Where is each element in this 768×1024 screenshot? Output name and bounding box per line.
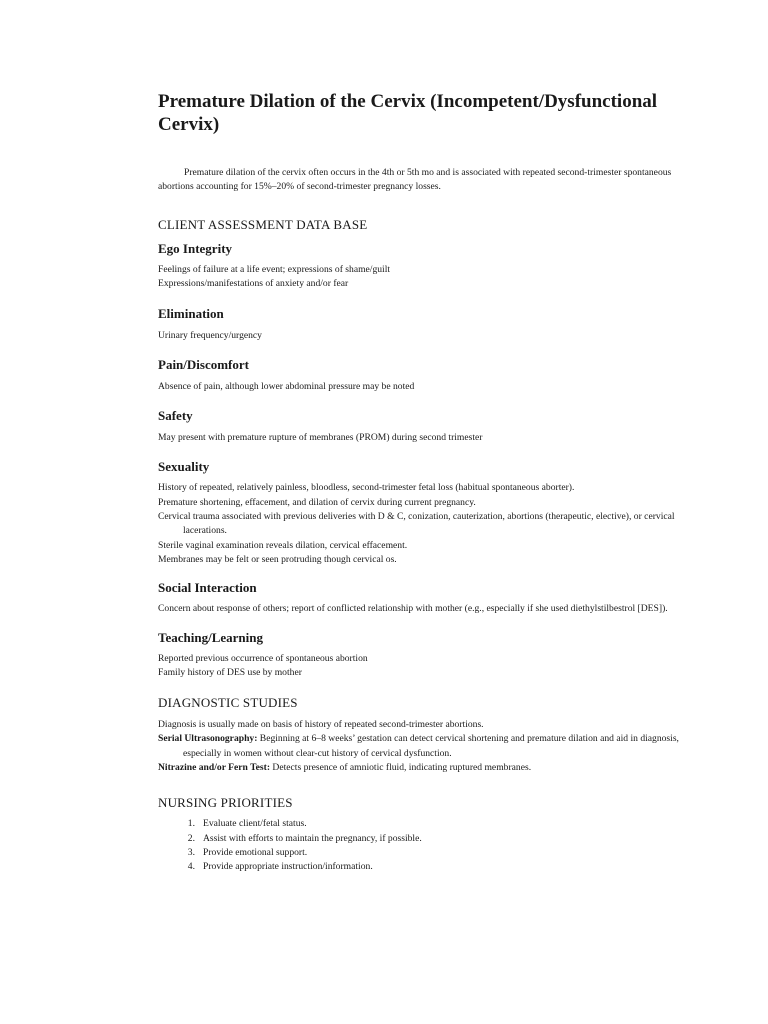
priority-item bbox=[158, 832, 703, 846]
section-line: May present with premature rupture of membranes (PROM) during second trimester bbox=[158, 432, 483, 444]
section-body-social-interaction bbox=[158, 602, 703, 616]
priority-text: Provide emotional support. bbox=[203, 846, 308, 858]
priority-item bbox=[158, 817, 703, 831]
intro-paragraph: Premature dilation of the cervix often occurs in the 4th or 5th mo and is associated with repeated second-trimester spontaneous abortions accounting for 15%–20% of second-trimester pregnancy losses. bbox=[158, 167, 672, 192]
diagnostic-intro: Diagnosis is usually made on basis of history of repeated second-trimester abortions. bbox=[158, 719, 484, 731]
section-body-pain-discomfort bbox=[158, 380, 703, 394]
diagnostic-body bbox=[158, 718, 703, 775]
section-line: History of repeated, relatively painless, bloodless, second-trimester fetal loss (habitual spontaneous aborter). bbox=[158, 482, 575, 494]
priority-text: Provide appropriate instruction/information. bbox=[203, 861, 373, 873]
priority-number: 3. bbox=[187, 846, 195, 858]
section-line: Premature shortening, effacement, and dilation of cervix during current pregnancy. bbox=[158, 496, 476, 508]
document-content bbox=[158, 90, 703, 875]
section-title-ego-integrity: Ego Integrity bbox=[158, 241, 233, 256]
section-line: Membranes may be felt or seen protruding though cervical os. bbox=[158, 553, 397, 565]
section-title-teaching-learning: Teaching/Learning bbox=[158, 629, 263, 645]
diagnostic-term: Nitrazine and/or Fern Test: bbox=[158, 762, 271, 774]
section-line: Family history of DES use by mother bbox=[158, 666, 302, 678]
diagnostic-text: Detects presence of amniotic fluid, indicating ruptured membranes. bbox=[270, 762, 532, 774]
section-body-sexuality bbox=[158, 481, 703, 567]
priority-item bbox=[158, 860, 703, 874]
diagnostic-item bbox=[158, 732, 703, 761]
page-title: Premature Dilation of the Cervix (Incompetent/Dysfunctional Cervix) bbox=[158, 91, 658, 135]
diagnostic-item bbox=[158, 761, 703, 775]
assessment-heading: CLIENT ASSESSMENT DATA BASE bbox=[158, 217, 368, 232]
diagnostic-term: Serial Ultrasonography: bbox=[158, 733, 258, 745]
section-body-ego-integrity bbox=[158, 263, 703, 292]
priority-text: Assist with efforts to maintain the pregnancy, if possible. bbox=[203, 832, 422, 844]
priorities-list bbox=[158, 817, 703, 874]
priority-number: 2. bbox=[187, 832, 195, 844]
section-body-elimination bbox=[158, 329, 703, 343]
section-title-safety: Safety bbox=[158, 408, 193, 424]
priority-item bbox=[158, 846, 703, 860]
priorities-heading: NURSING PRIORITIES bbox=[158, 795, 293, 811]
priority-number: 4. bbox=[187, 861, 195, 873]
section-line: Feelings of failure at a life event; expressions of shame/guilt bbox=[158, 264, 391, 275]
priority-number: 1. bbox=[187, 818, 195, 830]
section-body-safety bbox=[158, 431, 703, 445]
section-title-sexuality: Sexuality bbox=[158, 459, 210, 475]
diagnostic-text: Beginning at 6–8 weeks’ gestation can detect cervical shortening and premature dilation and aid in diagnosis, especially in women without clear-cut history of cervical dysfunction. bbox=[183, 733, 679, 759]
section-body-teaching-learning bbox=[158, 652, 703, 681]
section-title-pain-discomfort: Pain/Discomfort bbox=[158, 356, 249, 372]
diagnostic-heading: DIAGNOSTIC STUDIES bbox=[158, 695, 298, 711]
section-title-social-interaction: Social Interaction bbox=[158, 580, 257, 596]
section-line: Cervical trauma associated with previous deliveries with D & C, conization, cauterization, abortions (therapeutic, elective), or cervical lacerations. bbox=[158, 511, 675, 537]
section-line: Sterile vaginal examination reveals dilation, cervical effacement. bbox=[158, 539, 408, 551]
section-line: Reported previous occurrence of spontaneous abortion bbox=[158, 652, 368, 664]
priority-text: Evaluate client/fetal status. bbox=[203, 818, 307, 830]
section-line: Urinary frequency/urgency bbox=[158, 329, 262, 341]
section-line: Expressions/manifestations of anxiety and/or fear bbox=[158, 278, 349, 290]
section-title-elimination: Elimination bbox=[158, 305, 224, 321]
section-line: Absence of pain, although lower abdominal pressure may be noted bbox=[158, 380, 415, 392]
section-line: Concern about response of others; report of conflicted relationship with mother (e.g., especially if she used diethylstilbestrol [DES]). bbox=[158, 603, 668, 615]
